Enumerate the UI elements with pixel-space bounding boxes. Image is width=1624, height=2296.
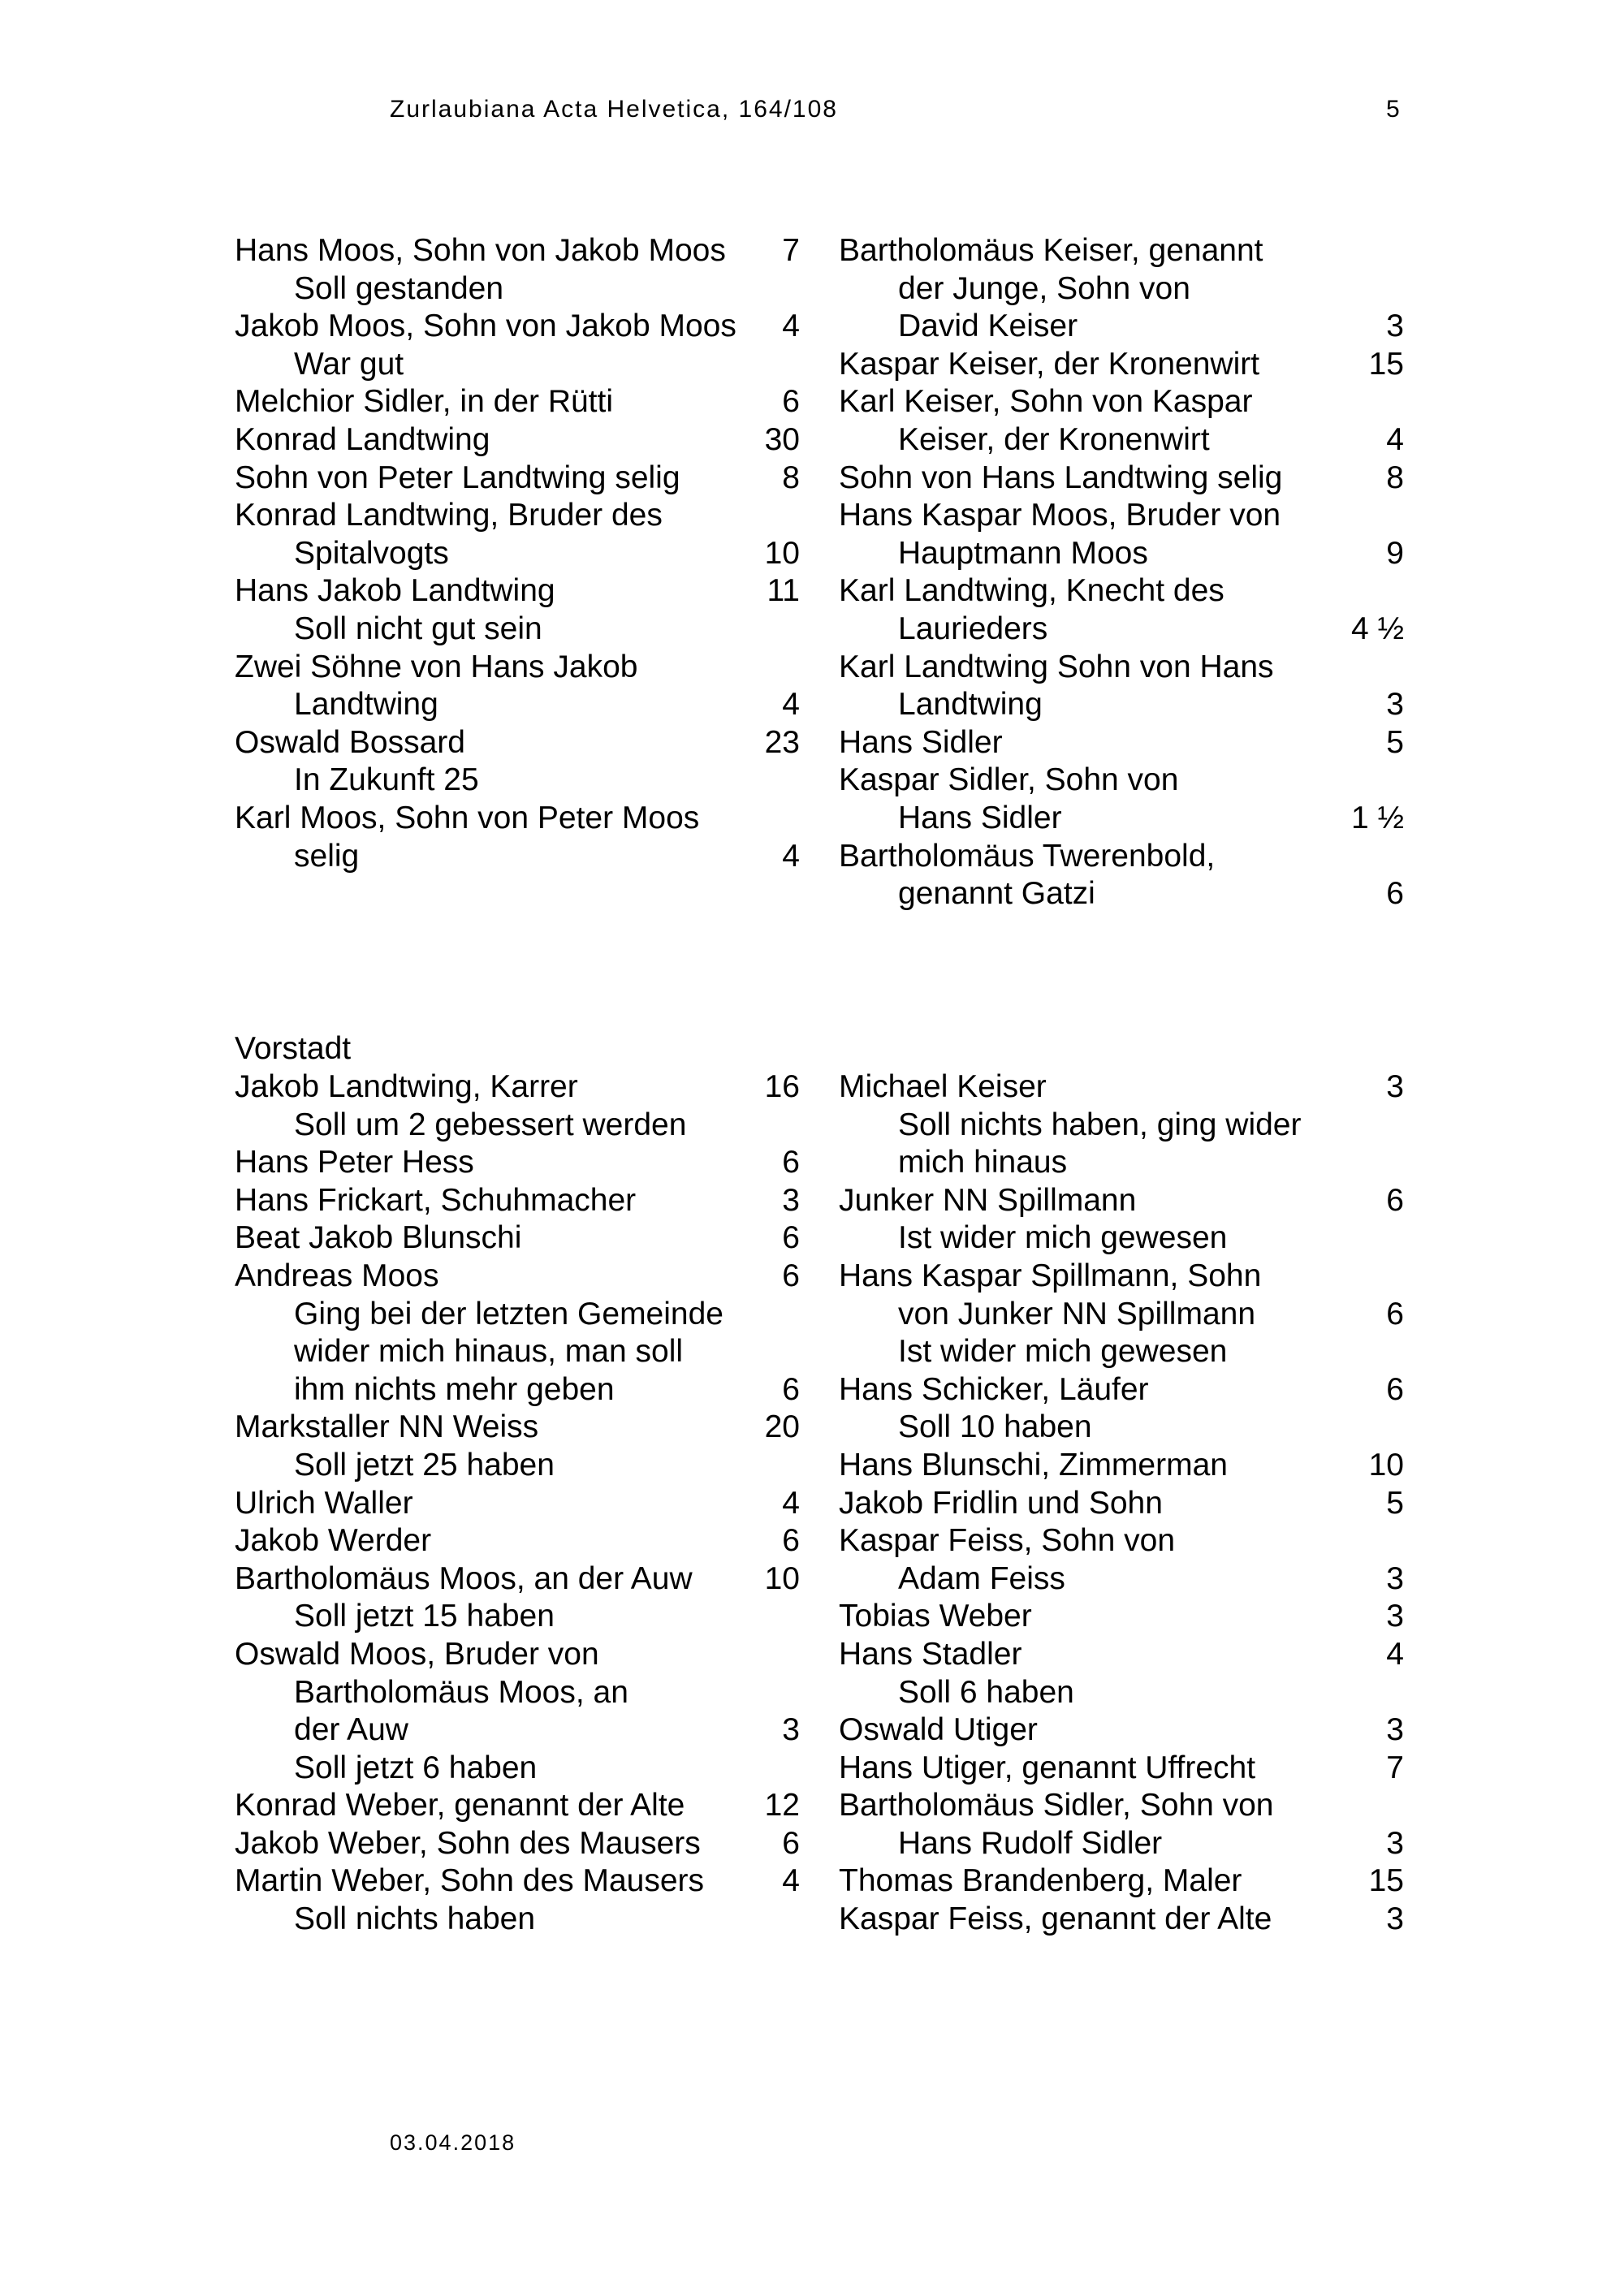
entry-text: Hans Kaspar Spillmann, Sohn [839, 1258, 1262, 1293]
entry-line [839, 1560, 1404, 1599]
entry-line [235, 724, 800, 762]
entry-amount: 4 [782, 687, 800, 723]
entry-amount: 6 [1386, 1296, 1404, 1331]
entry-text: Jakob Fridlin und Sohn [839, 1485, 1163, 1521]
entry-text: Hans Rudolf Sidler [898, 1825, 1163, 1861]
entry-line [839, 1674, 1404, 1712]
entry-text: Oswald Bossard [235, 724, 465, 760]
entry-text: Konrad Weber, genannt der Alte [235, 1788, 685, 1823]
entry-line [839, 383, 1404, 421]
entry-line [235, 1258, 800, 1296]
entry-text: mich hinaus [898, 1145, 1068, 1180]
entry-amount: 6 [782, 1371, 800, 1407]
entry-text: Thomas Brandenberg, Maler [839, 1863, 1242, 1899]
entry-amount: 15 [1368, 346, 1404, 382]
entry-text: Junker NN Spillmann [839, 1182, 1137, 1218]
entry-line [235, 1107, 800, 1145]
entry-amount: 3 [782, 1712, 800, 1748]
entry-line [235, 800, 800, 838]
entry-text: Hans Schicker, Läufer [839, 1371, 1149, 1407]
entry-line [235, 308, 800, 346]
entry-text: Soll jetzt 25 haben [294, 1447, 555, 1482]
entry-text: Kaspar Sidler, Sohn von [839, 762, 1179, 798]
entry-amount: 30 [764, 421, 800, 457]
entry-text: Jakob Weber, Sohn des Mausers [235, 1825, 701, 1861]
entry-amount: 3 [1386, 1560, 1404, 1596]
entry-text: Landtwing [898, 687, 1043, 723]
entry-line [235, 1711, 800, 1750]
entry-text: Kaspar Keiser, der Kronenwirt [839, 346, 1260, 382]
entry-line [839, 762, 1404, 800]
entry-amount: 3 [1386, 1599, 1404, 1634]
section-1-right-column [839, 232, 1404, 913]
entry-text: Hans Peter Hess [235, 1145, 474, 1180]
entry-amount: 5 [1386, 1485, 1404, 1521]
entry-line [235, 421, 800, 460]
entry-text: Soll 10 haben [898, 1409, 1092, 1445]
entry-text: Hans Sidler [898, 800, 1062, 835]
entry-line [839, 1598, 1404, 1636]
entry-line [235, 686, 800, 724]
entry-text: Landtwing [294, 687, 438, 723]
entry-line [839, 421, 1404, 460]
entry-line [235, 1068, 800, 1107]
entry-amount: 15 [1368, 1863, 1404, 1899]
entry-text: Zwei Söhne von Hans Jakob [235, 649, 638, 684]
entry-text: Soll nichts haben [294, 1901, 536, 1937]
entry-line [839, 800, 1404, 838]
entry-line [839, 1409, 1404, 1447]
entry-text: Jakob Moos, Sohn von Jakob Moos [235, 309, 736, 344]
entry-line [235, 1409, 800, 1447]
entry-text: Soll nichts haben, ging wider [898, 1107, 1302, 1142]
entry-text: der Auw [294, 1712, 408, 1748]
entry-amount: 6 [1386, 1371, 1404, 1407]
entry-text: Hans Sidler [839, 724, 1003, 760]
entry-amount: 8 [782, 460, 800, 495]
entry-text: Bartholomäus Moos, an der Auw [235, 1560, 693, 1596]
entry-line [235, 1825, 800, 1863]
section-heading-vorstadt: Vorstadt [235, 1031, 352, 1066]
entry-text: Bartholomäus Moos, an [294, 1674, 628, 1710]
entry-line [235, 1674, 800, 1712]
entry-amount: 16 [764, 1069, 800, 1104]
entry-line [839, 875, 1404, 913]
entry-amount: 10 [764, 1560, 800, 1596]
entry-line [235, 383, 800, 421]
entry-amount: 6 [782, 1220, 800, 1256]
entry-amount: 1 ½ [1350, 800, 1404, 835]
entry-line [235, 1144, 800, 1182]
entry-text: Jakob Landtwing, Karrer [235, 1069, 578, 1104]
entry-line [235, 762, 800, 800]
entry-text: genannt Gatzi [898, 876, 1095, 912]
entry-line [839, 1750, 1404, 1788]
entry-line [235, 1787, 800, 1825]
entry-text: Karl Landtwing, Knecht des [839, 573, 1224, 609]
entry-line [235, 1598, 800, 1636]
entry-text: Karl Moos, Sohn von Peter Moos [235, 800, 700, 835]
entry-text: Michael Keiser [839, 1069, 1047, 1104]
entry-line [235, 1901, 800, 1939]
entry-line [235, 611, 800, 649]
entry-line [839, 1485, 1404, 1523]
entry-amount: 8 [1386, 460, 1404, 495]
entry-amount: 6 [1386, 1182, 1404, 1218]
entry-text: Hauptmann Moos [898, 535, 1148, 571]
entry-line [839, 346, 1404, 384]
entry-amount: 6 [782, 1145, 800, 1180]
entry-amount: 11 [767, 573, 800, 609]
entry-amount: 3 [1386, 1901, 1404, 1937]
entry-line [235, 1485, 800, 1523]
entry-text: Soll gestanden [294, 270, 504, 306]
entry-text: Markstaller NN Weiss [235, 1409, 539, 1445]
entry-amount: 4 [782, 1863, 800, 1899]
entry-text: Soll jetzt 6 haben [294, 1750, 538, 1785]
entry-line [235, 535, 800, 573]
entry-line [839, 1296, 1404, 1334]
entry-amount: 10 [764, 535, 800, 571]
entry-text: Ulrich Waller [235, 1485, 413, 1521]
entry-amount: 3 [1386, 687, 1404, 723]
entry-line [839, 572, 1404, 611]
entry-line [839, 724, 1404, 762]
entry-text: Andreas Moos [235, 1258, 439, 1293]
entry-amount: 12 [764, 1788, 800, 1823]
entry-line [839, 1711, 1404, 1750]
entry-amount: 6 [782, 1258, 800, 1293]
entry-line [839, 1636, 1404, 1674]
entry-line [235, 1522, 800, 1560]
entry-line [839, 1825, 1404, 1863]
entry-text: Bartholomäus Twerenbold, [839, 838, 1216, 874]
entry-amount: 3 [1386, 309, 1404, 344]
entry-text: Martin Weber, Sohn des Mausers [235, 1863, 705, 1899]
entry-text: von Junker NN Spillmann [898, 1296, 1256, 1331]
entry-line [235, 460, 800, 498]
entry-line [839, 1107, 1404, 1145]
entry-amount: 7 [782, 233, 800, 268]
entry-text: Konrad Landtwing, Bruder des [235, 498, 663, 533]
entry-amount: 3 [1386, 1069, 1404, 1104]
entry-line [235, 649, 800, 687]
entry-text: Ist wider mich gewesen [898, 1334, 1228, 1370]
entry-amount: 23 [764, 724, 800, 760]
section-2-right-column [839, 1068, 1404, 1939]
entry-text: War gut [294, 346, 404, 382]
entry-amount: 9 [1386, 535, 1404, 571]
entry-line [235, 838, 800, 876]
entry-text: Soll um 2 gebessert werden [294, 1107, 687, 1142]
entry-line [839, 838, 1404, 876]
entry-line [839, 1371, 1404, 1409]
entry-text: ihm nichts mehr geben [294, 1371, 615, 1407]
entry-line [235, 1182, 800, 1220]
entry-amount: 4 [1386, 1636, 1404, 1672]
entry-line [839, 308, 1404, 346]
entry-line [839, 1258, 1404, 1296]
footer-date: 03.04.2018 [390, 2130, 516, 2155]
entry-amount: 4 [782, 1485, 800, 1521]
entry-line [839, 611, 1404, 649]
entry-line [235, 1560, 800, 1599]
entry-text: Konrad Landtwing [235, 421, 490, 457]
page-number: 5 [1386, 96, 1402, 123]
entry-text: David Keiser [898, 309, 1078, 344]
entry-line [839, 497, 1404, 535]
entry-line [839, 1182, 1404, 1220]
section-1-left-column [235, 232, 800, 875]
entry-line [839, 1787, 1404, 1825]
entry-text: wider mich hinaus, man soll [294, 1334, 684, 1370]
entry-amount: 4 [1386, 421, 1404, 457]
entry-line [235, 572, 800, 611]
entry-amount: 6 [782, 1825, 800, 1861]
entry-line [235, 1333, 800, 1371]
entry-line [235, 270, 800, 309]
entry-amount: 4 [782, 309, 800, 344]
entry-amount: 7 [1386, 1750, 1404, 1785]
entry-amount: 6 [782, 384, 800, 420]
entry-text: Karl Keiser, Sohn von Kaspar [839, 384, 1253, 420]
entry-text: Bartholomäus Keiser, genannt [839, 233, 1263, 268]
entry-amount: 3 [1386, 1825, 1404, 1861]
entry-text: Kaspar Feiss, Sohn von [839, 1523, 1176, 1559]
entry-amount: 3 [1386, 1712, 1404, 1748]
entry-text: Hans Stadler [839, 1636, 1022, 1672]
entry-text: selig [294, 838, 360, 874]
entry-text: Hans Frickart, Schuhmacher [235, 1182, 637, 1218]
entry-amount: 3 [782, 1182, 800, 1218]
entry-line [839, 460, 1404, 498]
entry-line [839, 1333, 1404, 1371]
entry-text: Adam Feiss [898, 1560, 1065, 1596]
entry-line [839, 535, 1404, 573]
entry-line [839, 1447, 1404, 1485]
entry-text: Oswald Utiger [839, 1712, 1038, 1748]
entry-text: Keiser, der Kronenwirt [898, 421, 1210, 457]
entry-line [839, 1522, 1404, 1560]
entry-text: Ist wider mich gewesen [898, 1220, 1228, 1256]
entry-text: der Junge, Sohn von [898, 270, 1190, 306]
entry-line [235, 1296, 800, 1334]
entry-line [839, 686, 1404, 724]
entry-line [839, 1068, 1404, 1107]
entry-line [839, 1901, 1404, 1939]
entry-text: Hans Jakob Landtwing [235, 573, 555, 609]
entry-text: Jakob Werder [235, 1523, 432, 1559]
entry-amount: 6 [782, 1523, 800, 1559]
entry-amount: 6 [1386, 876, 1404, 912]
entry-text: Bartholomäus Sidler, Sohn von [839, 1788, 1274, 1823]
entry-text: Kaspar Feiss, genannt der Alte [839, 1901, 1272, 1937]
entry-line [235, 1636, 800, 1674]
entry-amount: 4 [782, 838, 800, 874]
entry-text: Laurieders [898, 611, 1048, 646]
entry-text: Hans Blunschi, Zimmerman [839, 1447, 1228, 1482]
entry-line [839, 232, 1404, 270]
entry-line [839, 270, 1404, 309]
section-2-left-column [235, 1068, 800, 1939]
entry-text: Soll jetzt 15 haben [294, 1599, 555, 1634]
entry-text: Soll 6 haben [898, 1674, 1074, 1710]
entry-line [235, 497, 800, 535]
entry-line [235, 1371, 800, 1409]
entry-line [235, 1862, 800, 1901]
entry-text: Soll nicht gut sein [294, 611, 542, 646]
entry-text: Karl Landtwing Sohn von Hans [839, 649, 1274, 684]
entry-amount: 20 [764, 1409, 800, 1445]
entry-line [235, 346, 800, 384]
entry-text: Ging bei der letzten Gemeinde [294, 1296, 723, 1331]
entry-text: Beat Jakob Blunschi [235, 1220, 522, 1256]
entry-text: Spitalvogts [294, 535, 449, 571]
entry-amount: 4 ½ [1350, 611, 1404, 646]
entry-amount: 5 [1386, 724, 1404, 760]
document-title: Zurlaubiana Acta Helvetica, 164/108 [390, 96, 838, 123]
entry-line [235, 1750, 800, 1788]
entry-line [839, 649, 1404, 687]
entry-line [235, 232, 800, 270]
entry-line [839, 1862, 1404, 1901]
entry-line [839, 1219, 1404, 1258]
entry-line [839, 1144, 1404, 1182]
entry-line [235, 1447, 800, 1485]
entry-text: Hans Kaspar Moos, Bruder von [839, 498, 1281, 533]
entry-text: Sohn von Peter Landtwing selig [235, 460, 680, 495]
entry-text: Sohn von Hans Landtwing selig [839, 460, 1283, 495]
entry-text: Oswald Moos, Bruder von [235, 1636, 599, 1672]
entry-text: Melchior Sidler, in der Rütti [235, 384, 614, 420]
entry-text: Tobias Weber [839, 1599, 1032, 1634]
entry-amount: 10 [1368, 1447, 1404, 1482]
entry-line [235, 1219, 800, 1258]
entry-text: In Zukunft 25 [294, 762, 479, 798]
entry-text: Hans Moos, Sohn von Jakob Moos [235, 233, 726, 268]
entry-text: Hans Utiger, genannt Uffrecht [839, 1750, 1256, 1785]
